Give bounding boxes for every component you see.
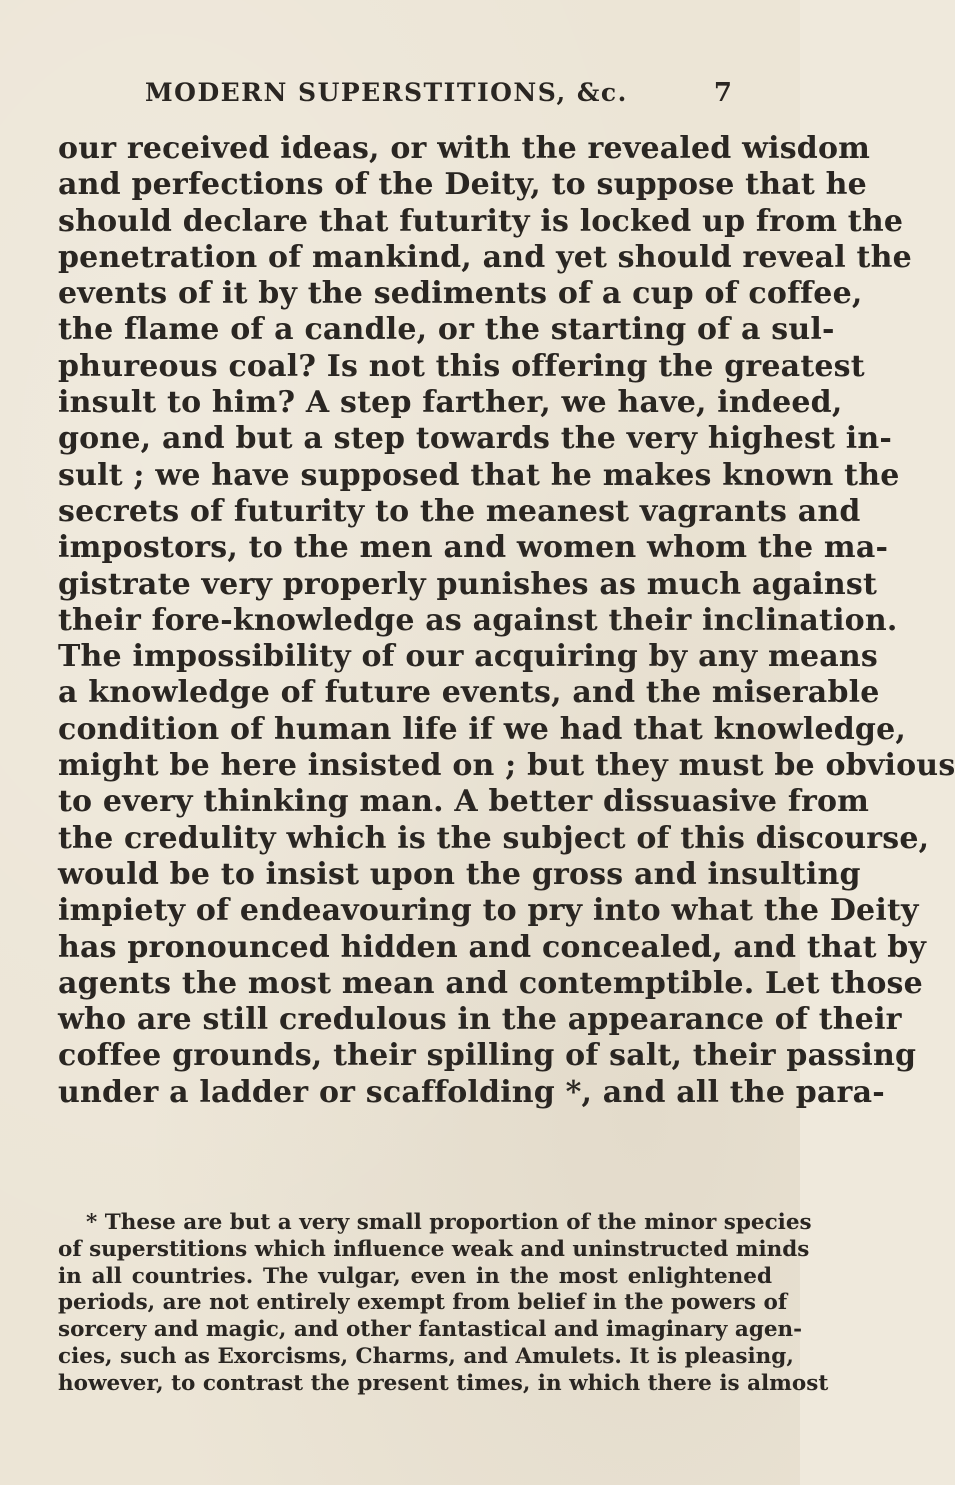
text-line: gone, and but a step towards the very highest in- (58, 421, 893, 457)
text-line: and perfections of the Deity, to suppose that he (58, 167, 867, 203)
footnote (58, 1210, 829, 1398)
text-line: might be here insisted on ; but they must be obvious (58, 748, 955, 784)
text-line: their fore-knowledge as against their inclination. (58, 602, 898, 638)
text-line: events of it by the sediments of a cup of coffee, (58, 276, 863, 312)
text-line: to every thinking man. A better dissuasive from (58, 784, 870, 820)
body-text (58, 131, 955, 1111)
text-line: condition of human life if we had that knowledge, (58, 711, 907, 747)
footnote-line: however, to contrast the present times, in which there is almost (58, 1370, 829, 1396)
text-line: should declare that futurity is locked up from the (58, 203, 904, 239)
text-line: under a ladder or scaffolding *, and all the para- (58, 1074, 885, 1110)
text-line: coffee grounds, their spilling of salt, their passing (58, 1038, 917, 1074)
text-line: impiety of endeavouring to pry into what the Deity (58, 893, 919, 929)
text-line: would be to insist upon the gross and insulting (58, 856, 861, 892)
footnote-line: cies, such as Exorcisms, Charms, and Amulets. It is pleasing, (58, 1343, 794, 1369)
footnote-line: in all countries. The vulgar, even in the most enlightened (58, 1263, 772, 1289)
footnote-line: periods, are not entirely exempt from belief in the powers of (58, 1290, 788, 1316)
page-number: 7 (713, 78, 732, 108)
text-line: our received ideas, or with the revealed wisdom (58, 131, 871, 166)
text-line: the flame of a candle, or the starting of a sul- (58, 312, 835, 348)
text-line: The impossibility of our acquiring by any means (58, 639, 878, 675)
text-line: secrets of futurity to the meanest vagrants and (58, 493, 861, 529)
text-line: impostors, to the men and women whom the ma- (58, 530, 889, 566)
running-title: MODERN SUPERSTITIONS, &c. (145, 78, 628, 107)
text-line: a knowledge of future events, and the miserable (58, 675, 880, 711)
text-line: the credulity which is the subject of this discourse, (58, 820, 930, 856)
text-line: has pronounced hidden and concealed, and that by (58, 929, 927, 965)
footnote-line: sorcery and magic, and other fantastical and imaginary agen- (58, 1317, 803, 1343)
text-line: who are still credulous in the appearance of their (58, 1002, 902, 1038)
text-line: sult ; we have supposed that he makes known the (58, 457, 900, 493)
footnote-line: * These are but a very small proportion of the minor species (86, 1210, 812, 1235)
running-head (60, 78, 760, 118)
text-line: agents the most mean and contemptible. Let those (58, 965, 923, 1001)
text-line: gistrate very properly punishes as much against (58, 566, 878, 602)
footnote-line: of superstitions which influence weak and uninstructed minds (58, 1236, 810, 1262)
text-line: insult to him? A step farther, we have, indeed, (58, 385, 843, 421)
text-line: phureous coal? Is not this offering the greatest (58, 348, 865, 384)
text-line: penetration of mankind, and yet should reveal the (58, 239, 912, 275)
